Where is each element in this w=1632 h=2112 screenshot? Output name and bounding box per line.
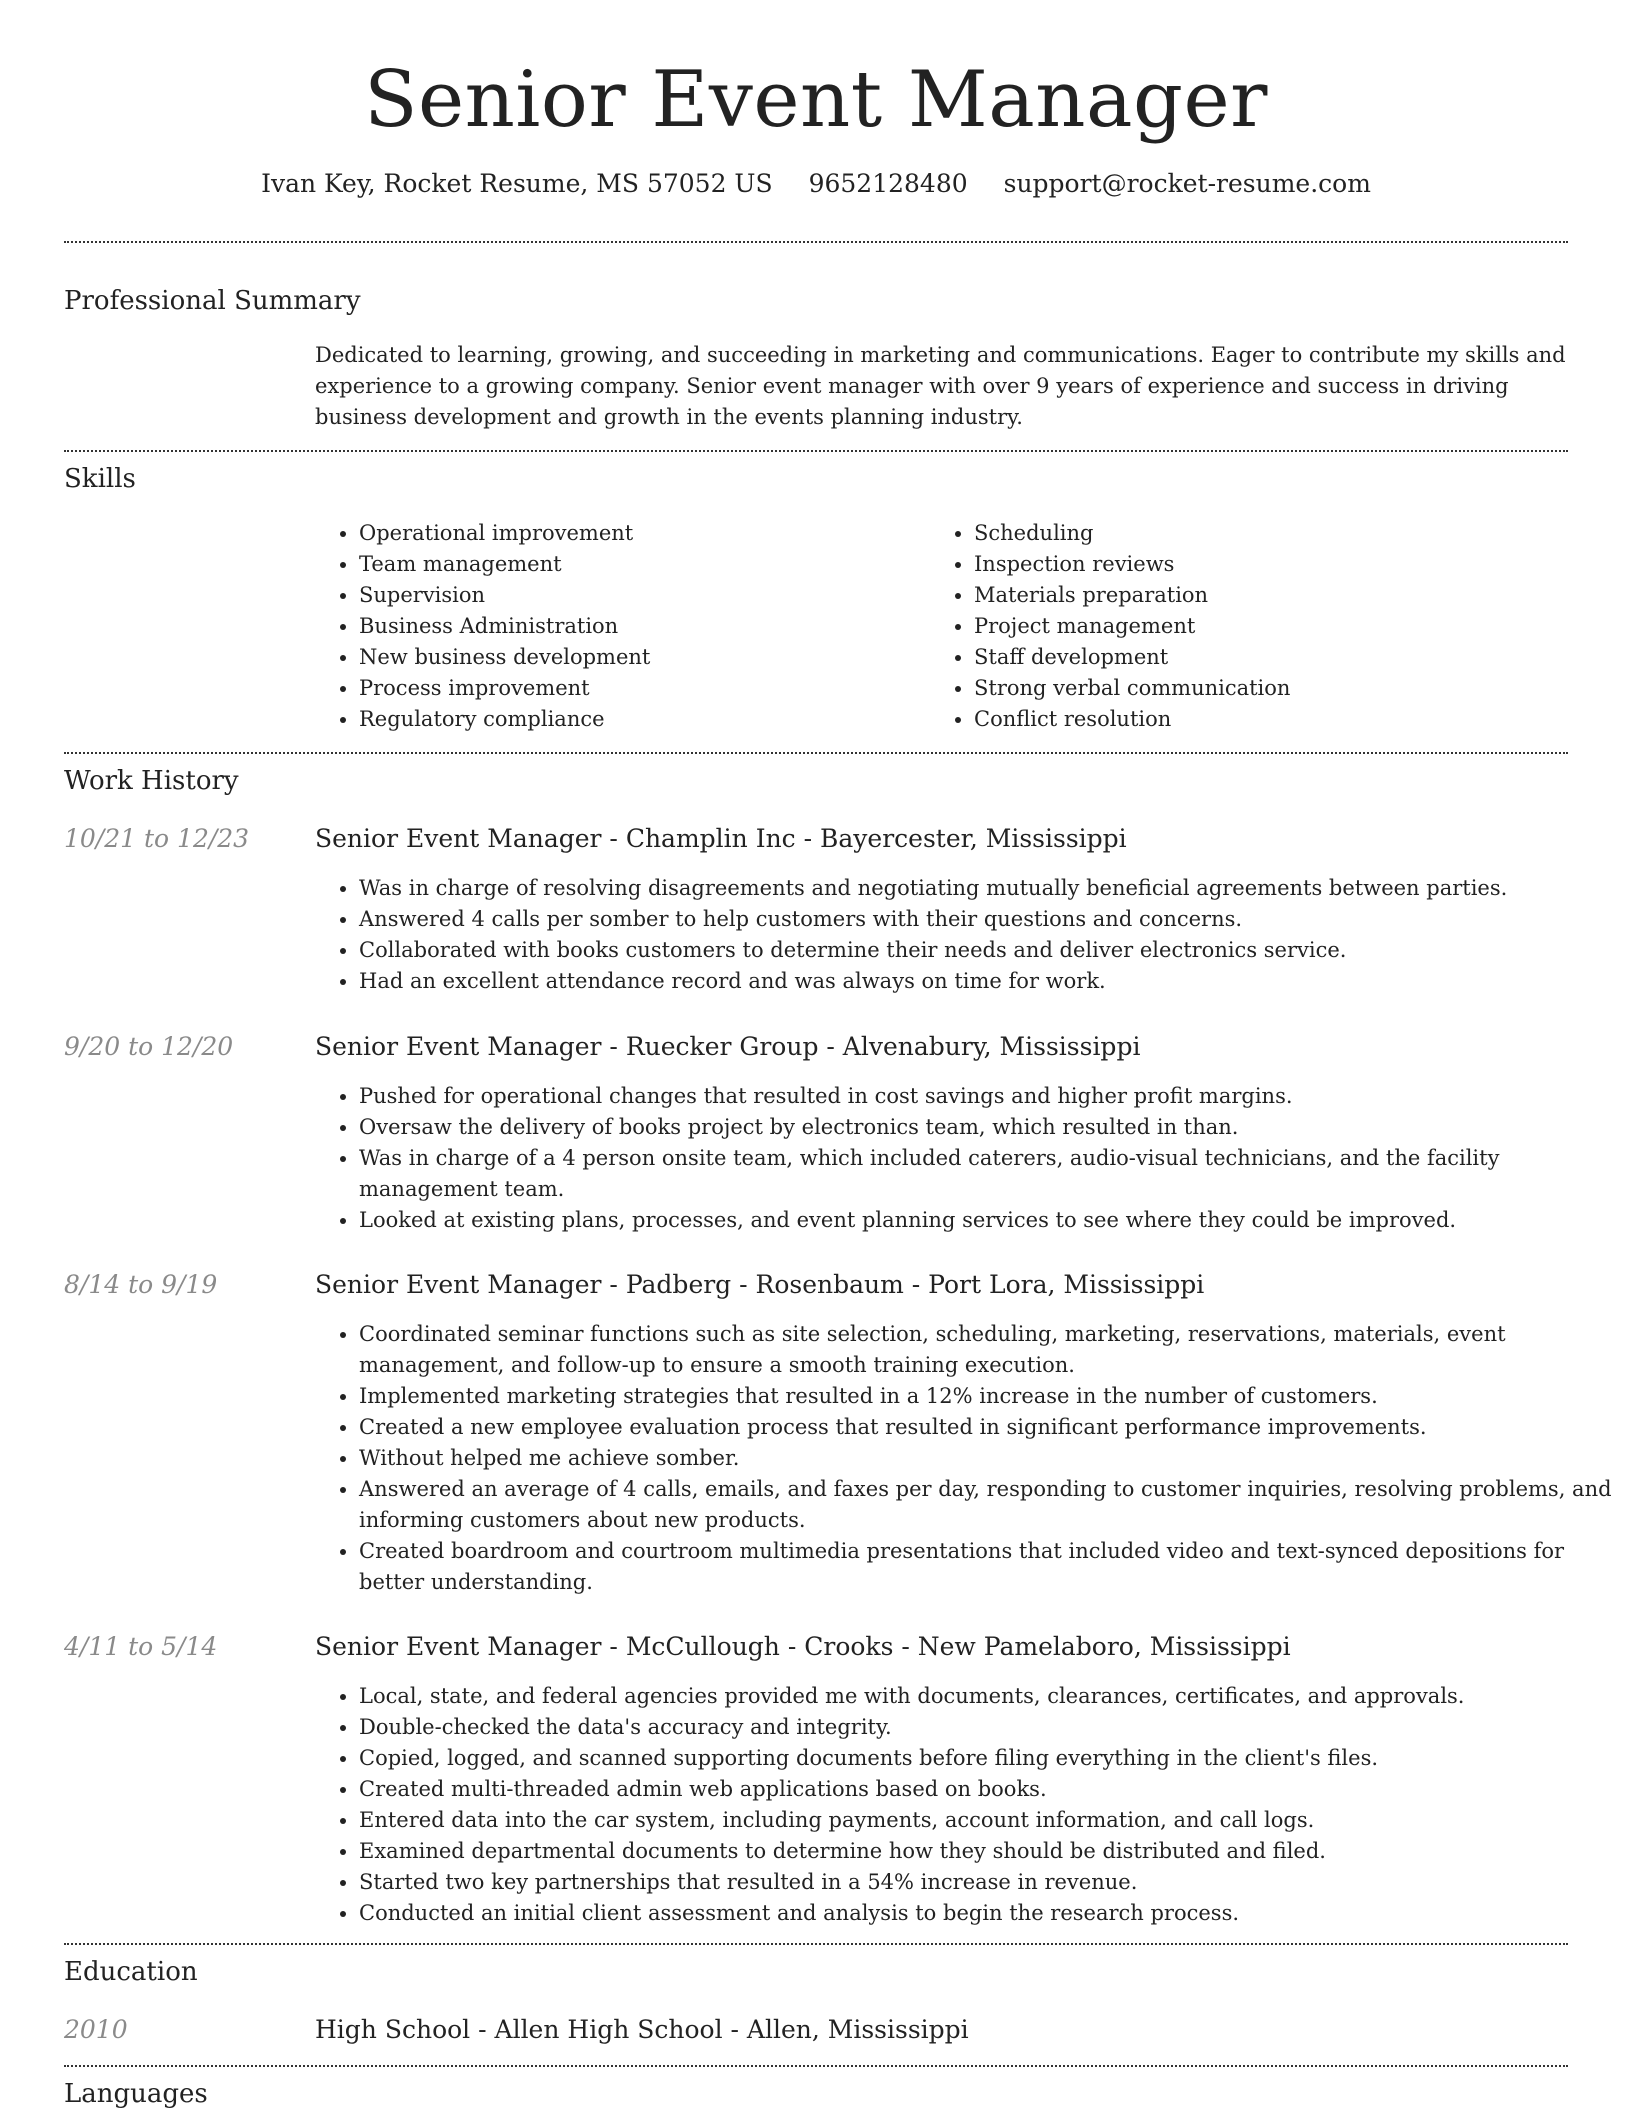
skill-item: • Staff development <box>974 642 1574 673</box>
contact-line <box>0 168 1632 200</box>
skill-item: • Supervision <box>359 580 919 611</box>
job-bullet: • Oversaw the delivery of books project by electronics team, which resulted in than. <box>359 1112 1612 1143</box>
job-bullet: • Answered 4 calls per somber to help customers with their questions and concerns. <box>359 904 1612 935</box>
skill-item: • Materials preparation <box>974 580 1574 611</box>
skill-item: • Conflict resolution <box>974 704 1574 735</box>
skill-item: • Strong verbal communication <box>974 673 1574 704</box>
job-bullet: • Entered data into the car system, including payments, account information, and call logs. <box>359 1805 1612 1836</box>
education-dates: 2010 <box>64 2015 128 2044</box>
contact-email: support@rocket-resume.com <box>1003 169 1371 198</box>
skill-item: • Inspection reviews <box>974 549 1574 580</box>
languages-heading: Languages <box>64 2079 208 2109</box>
divider <box>64 2065 1568 2067</box>
skill-item: • Operational improvement <box>359 518 919 549</box>
job-bullet: • Pushed for operational changes that resulted in cost savings and higher profit margins. <box>359 1081 1612 1112</box>
divider <box>64 241 1568 243</box>
job-title: Senior Event Manager - Champlin Inc - Bayercester, Mississippi <box>315 824 1127 853</box>
summary-heading: Professional Summary <box>64 286 361 316</box>
job-title: Senior Event Manager - Padberg - Rosenbaum - Port Lora, Mississippi <box>315 1270 1205 1299</box>
skill-item: • Team management <box>359 549 919 580</box>
job-bullet: • Double-checked the data's accuracy and integrity. <box>359 1712 1612 1743</box>
job-bullet: • Created boardroom and courtroom multimedia presentations that included video and text-synced depositions for better understanding. <box>359 1536 1612 1598</box>
contact-phone: 9652128480 <box>808 169 968 198</box>
divider <box>64 450 1568 452</box>
skills-list-left <box>315 518 919 735</box>
resume-title: Senior Event Manager <box>364 55 1268 145</box>
work-heading: Work History <box>64 766 239 796</box>
skill-item: • New business development <box>359 642 919 673</box>
job-bullet: • Was in charge of a 4 person onsite team, which included caterers, audio-visual technicians, and the facility management team. <box>359 1143 1612 1205</box>
skills-list-right <box>930 518 1574 735</box>
summary-text: Dedicated to learning, growing, and succeeding in marketing and communications. Eager to contribute my skills and experience to a growing company. Senior event manager with over 9 years of experience and success in driving business development and growth in the events planning industry. <box>315 343 1566 429</box>
job-bullets <box>315 873 1612 997</box>
job-bullet: • Looked at existing plans, processes, and event planning services to see where they could be improved. <box>359 1205 1612 1236</box>
skills-heading: Skills <box>64 464 136 494</box>
job-bullet: • Answered an average of 4 calls, emails, and faxes per day, responding to customer inquiries, resolving problems, and informing customers about new products. <box>359 1474 1612 1536</box>
skill-item: • Business Administration <box>359 611 919 642</box>
job-bullet: • Implemented marketing strategies that resulted in a 12% increase in the number of customers. <box>359 1381 1612 1412</box>
job-dates: 8/14 to 9/19 <box>64 1270 218 1299</box>
job-bullet: • Started two key partnerships that resulted in a 54% increase in revenue. <box>359 1867 1612 1898</box>
job-bullet: • Collaborated with books customers to determine their needs and deliver electronics service. <box>359 935 1612 966</box>
contact-address: Ivan Key, Rocket Resume, MS 57052 US <box>261 169 773 198</box>
job-bullet: • Local, state, and federal agencies provided me with documents, clearances, certificates, and approvals. <box>359 1681 1612 1712</box>
job-bullet: • Created a new employee evaluation process that resulted in significant performance improvements. <box>359 1412 1612 1443</box>
job-dates: 4/11 to 5/14 <box>64 1632 218 1661</box>
job-bullet: • Had an excellent attendance record and was always on time for work. <box>359 966 1612 997</box>
divider <box>64 752 1568 754</box>
skill-item: • Process improvement <box>359 673 919 704</box>
job-title: Senior Event Manager - McCullough - Crooks - New Pamelaboro, Mississippi <box>315 1632 1291 1661</box>
job-title: Senior Event Manager - Ruecker Group - Alvenabury, Mississippi <box>315 1032 1141 1061</box>
job-dates: 9/20 to 12/20 <box>64 1032 234 1061</box>
job-bullet: • Copied, logged, and scanned supporting documents before filing everything in the client's files. <box>359 1743 1612 1774</box>
education-heading: Education <box>64 1957 198 1987</box>
divider <box>64 1943 1568 1945</box>
job-bullets <box>315 1319 1612 1598</box>
job-bullets <box>315 1081 1612 1236</box>
job-dates: 10/21 to 12/23 <box>64 824 250 853</box>
education-title: High School - Allen High School - Allen, Mississippi <box>315 2015 969 2044</box>
job-bullet: • Without helped me achieve somber. <box>359 1443 1612 1474</box>
job-bullet: • Examined departmental documents to determine how they should be distributed and filed. <box>359 1836 1612 1867</box>
job-bullets <box>315 1681 1612 1929</box>
job-bullet: • Coordinated seminar functions such as site selection, scheduling, marketing, reservations, materials, event management, and follow-up to ensure a smooth training execution. <box>359 1319 1612 1381</box>
job-bullet: • Conducted an initial client assessment and analysis to begin the research process. <box>359 1898 1612 1929</box>
job-bullet: • Was in charge of resolving disagreements and negotiating mutually beneficial agreements between parties. <box>359 873 1612 904</box>
job-bullet: • Created multi-threaded admin web applications based on books. <box>359 1774 1612 1805</box>
skill-item: • Project management <box>974 611 1574 642</box>
skill-item: • Scheduling <box>974 518 1574 549</box>
skill-item: • Regulatory compliance <box>359 704 919 735</box>
